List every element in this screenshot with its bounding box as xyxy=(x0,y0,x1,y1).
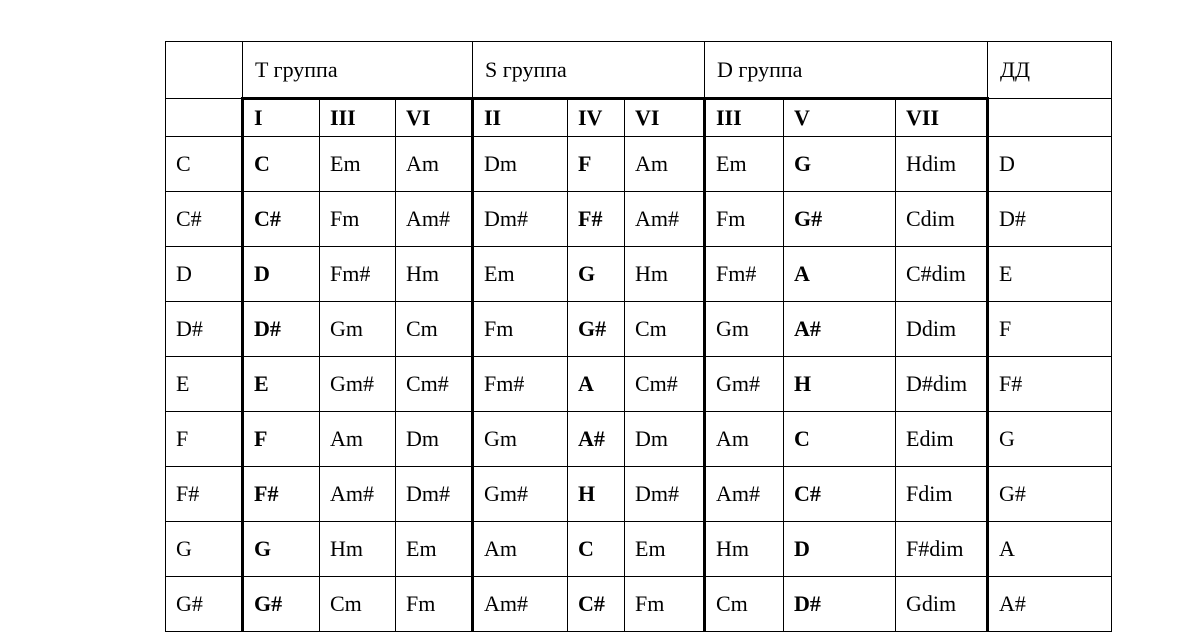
chord-cell: C#dim xyxy=(896,247,988,302)
chord-cell: Dm# xyxy=(473,192,568,247)
key-cell: C# xyxy=(166,192,243,247)
chord-cell: Fm# xyxy=(705,247,784,302)
degree-cell: VI xyxy=(396,99,473,137)
chord-cell: A# xyxy=(568,412,625,467)
degree-cell: III xyxy=(320,99,396,137)
chord-cell: C xyxy=(784,412,896,467)
chord-cell: Em xyxy=(473,247,568,302)
chord-cell: Cm# xyxy=(625,357,705,412)
chord-table xyxy=(165,41,1112,632)
chord-cell: Gm# xyxy=(320,357,396,412)
degree-cell: VII xyxy=(896,99,988,137)
chord-cell: Cm xyxy=(320,577,396,632)
key-cell: G# xyxy=(166,577,243,632)
chord-cell: D# xyxy=(243,302,320,357)
chord-cell: Gdim xyxy=(896,577,988,632)
chord-cell: Fm xyxy=(396,577,473,632)
chord-cell: Gm xyxy=(705,302,784,357)
table-row xyxy=(166,357,1112,412)
chord-cell: Em xyxy=(625,522,705,577)
chord-cell: Gm# xyxy=(705,357,784,412)
chord-cell: A xyxy=(568,357,625,412)
chord-cell: Am xyxy=(625,137,705,192)
chord-cell: Am# xyxy=(320,467,396,522)
degree-cell: I xyxy=(243,99,320,137)
key-cell: D# xyxy=(166,302,243,357)
chord-cell: F# xyxy=(243,467,320,522)
chord-cell: F# xyxy=(568,192,625,247)
chord-cell: Hm xyxy=(705,522,784,577)
group-header-row xyxy=(166,42,1112,99)
chord-cell: Dm xyxy=(625,412,705,467)
chord-cell: A# xyxy=(988,577,1112,632)
chord-cell: Fm xyxy=(320,192,396,247)
chord-cell: C# xyxy=(568,577,625,632)
chord-cell: H xyxy=(568,467,625,522)
chord-cell: Am# xyxy=(473,577,568,632)
table-row xyxy=(166,412,1112,467)
chord-cell: Cm# xyxy=(396,357,473,412)
chord-cell: F# xyxy=(988,357,1112,412)
chord-cell: Am xyxy=(705,412,784,467)
degree-cell: V xyxy=(784,99,896,137)
table-row xyxy=(166,247,1112,302)
chord-cell: Fm xyxy=(473,302,568,357)
chord-cell: C xyxy=(568,522,625,577)
chord-cell: D# xyxy=(988,192,1112,247)
chord-cell: Dm xyxy=(396,412,473,467)
chord-cell: Cm xyxy=(705,577,784,632)
chord-cell: A xyxy=(784,247,896,302)
table-row xyxy=(166,192,1112,247)
chord-cell: Dm# xyxy=(396,467,473,522)
chord-cell: Am# xyxy=(396,192,473,247)
chord-cell: D xyxy=(988,137,1112,192)
chord-cell: Gm# xyxy=(473,467,568,522)
chord-cell: Cm xyxy=(396,302,473,357)
degree-cell: VI xyxy=(625,99,705,137)
chord-cell: Em xyxy=(396,522,473,577)
chord-cell: Hm xyxy=(396,247,473,302)
group-d: D группа xyxy=(705,42,988,99)
group-dd: ДД xyxy=(988,42,1112,99)
degree-dd-cell xyxy=(988,99,1112,137)
table-row xyxy=(166,467,1112,522)
chord-cell: G# xyxy=(784,192,896,247)
chord-cell: Am# xyxy=(705,467,784,522)
chord-cell: Hm xyxy=(320,522,396,577)
chord-cell: Hm xyxy=(625,247,705,302)
chord-cell: G xyxy=(568,247,625,302)
chord-cell: D xyxy=(243,247,320,302)
chord-cell: Gm xyxy=(320,302,396,357)
chord-cell: Fdim xyxy=(896,467,988,522)
key-cell: F# xyxy=(166,467,243,522)
group-t: T группа xyxy=(243,42,473,99)
chord-cell: D# xyxy=(784,577,896,632)
chord-cell: G xyxy=(988,412,1112,467)
key-cell: D xyxy=(166,247,243,302)
chord-cell: Am xyxy=(396,137,473,192)
chord-cell: F xyxy=(568,137,625,192)
chord-cell: Dm# xyxy=(625,467,705,522)
chord-cell: Edim xyxy=(896,412,988,467)
chord-cell: Fm xyxy=(705,192,784,247)
chord-cell: Am# xyxy=(625,192,705,247)
degree-cell: III xyxy=(705,99,784,137)
key-cell: G xyxy=(166,522,243,577)
table-row xyxy=(166,522,1112,577)
degree-header-row xyxy=(166,99,1112,137)
chord-cell: C# xyxy=(784,467,896,522)
chord-cell: A# xyxy=(784,302,896,357)
chord-cell: Dm xyxy=(473,137,568,192)
key-cell: F xyxy=(166,412,243,467)
chord-cell: H xyxy=(784,357,896,412)
table-row xyxy=(166,137,1112,192)
chord-cell: Gm xyxy=(473,412,568,467)
chord-cell: E xyxy=(988,247,1112,302)
chord-cell: Em xyxy=(705,137,784,192)
chord-cell: A xyxy=(988,522,1112,577)
chord-cell: C xyxy=(243,137,320,192)
chord-cell: Em xyxy=(320,137,396,192)
chord-cell: Hdim xyxy=(896,137,988,192)
chord-cell: Cm xyxy=(625,302,705,357)
chord-cell: G# xyxy=(988,467,1112,522)
chord-cell: D xyxy=(784,522,896,577)
key-cell: E xyxy=(166,357,243,412)
chord-cell: Am xyxy=(473,522,568,577)
group-s: S группа xyxy=(473,42,705,99)
degree-corner-cell xyxy=(166,99,243,137)
chord-cell: G# xyxy=(568,302,625,357)
chord-cell: Fm# xyxy=(320,247,396,302)
chord-cell: F#dim xyxy=(896,522,988,577)
chord-cell: E xyxy=(243,357,320,412)
chord-cell: C# xyxy=(243,192,320,247)
chord-cell: G xyxy=(243,522,320,577)
chord-cell: Am xyxy=(320,412,396,467)
chord-cell: D#dim xyxy=(896,357,988,412)
chord-cell: F xyxy=(243,412,320,467)
chord-cell: G xyxy=(784,137,896,192)
degree-cell: II xyxy=(473,99,568,137)
chord-cell: Ddim xyxy=(896,302,988,357)
chord-cell: G# xyxy=(243,577,320,632)
table-row xyxy=(166,577,1112,632)
corner-cell xyxy=(166,42,243,99)
chord-cell: Fm# xyxy=(473,357,568,412)
degree-cell: IV xyxy=(568,99,625,137)
chord-cell: Fm xyxy=(625,577,705,632)
chord-cell: Cdim xyxy=(896,192,988,247)
key-cell: C xyxy=(166,137,243,192)
chord-cell: F xyxy=(988,302,1112,357)
table-row xyxy=(166,302,1112,357)
